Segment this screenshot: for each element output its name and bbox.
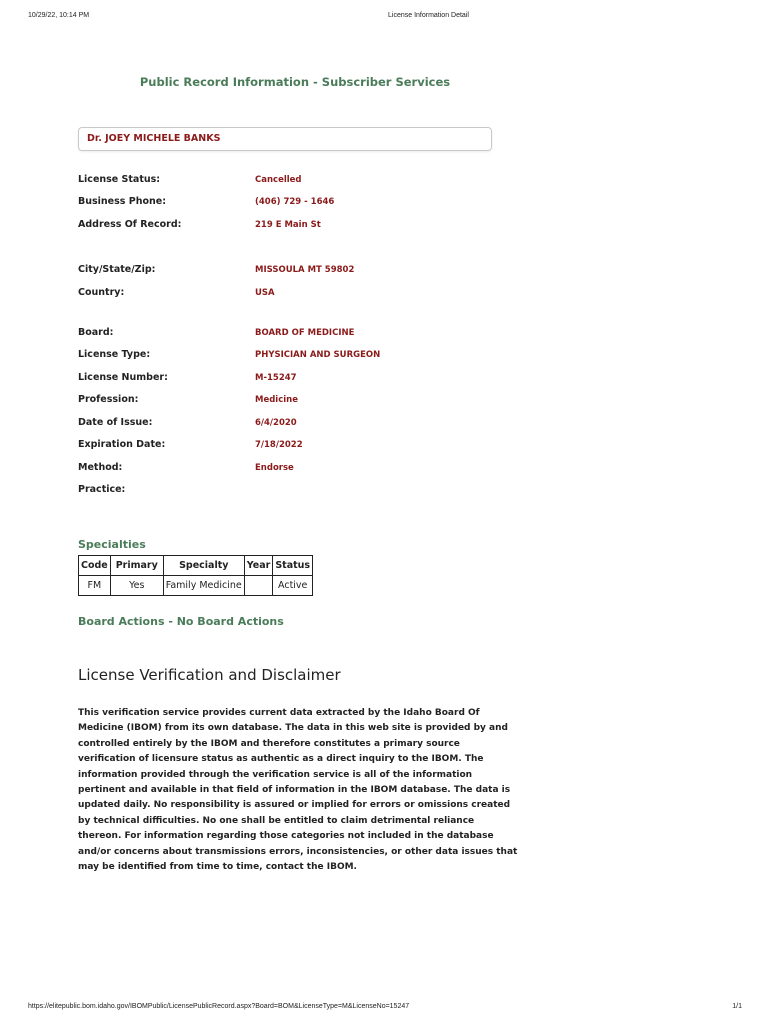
specialties-heading: Specialties — [78, 538, 146, 551]
field-date-of-issue — [78, 417, 578, 431]
cell-specialty: Family Medicine — [163, 576, 244, 596]
field-label: License Type: — [78, 349, 151, 360]
field-label: Expiration Date: — [78, 439, 166, 450]
cell-year — [244, 576, 273, 596]
field-method — [78, 462, 578, 476]
field-license-type — [78, 349, 578, 363]
col-header-year: Year — [244, 556, 273, 576]
field-license-status — [78, 174, 578, 188]
licensee-name-panel — [78, 127, 492, 151]
field-label: Method: — [78, 462, 123, 473]
field-value: 6/4/2020 — [255, 418, 297, 428]
field-label: Date of Issue: — [78, 417, 153, 428]
field-value: 7/18/2022 — [255, 440, 303, 450]
field-profession — [78, 394, 578, 408]
specialties-table — [78, 555, 313, 596]
board-actions-heading: Board Actions - No Board Actions — [78, 615, 284, 628]
table-row — [79, 576, 313, 596]
field-value: BOARD OF MEDICINE — [255, 328, 355, 338]
field-value: Medicine — [255, 395, 298, 405]
field-label: License Status: — [78, 174, 161, 185]
field-practice — [78, 484, 578, 498]
field-value: M-15247 — [255, 373, 297, 383]
field-label: City/State/Zip: — [78, 264, 156, 275]
field-value: USA — [255, 288, 275, 298]
verification-heading: License Verification and Disclaimer — [78, 666, 341, 684]
print-page-number: 1/1 — [732, 1003, 742, 1010]
field-label: Address Of Record: — [78, 219, 182, 230]
field-expiration-date — [78, 439, 578, 453]
cell-primary: Yes — [110, 576, 163, 596]
col-header-status: Status — [273, 556, 313, 576]
print-datetime: 10/29/22, 10:14 PM — [28, 12, 90, 19]
field-label: Business Phone: — [78, 196, 166, 207]
col-header-primary: Primary — [110, 556, 163, 576]
col-header-code: Code — [79, 556, 111, 576]
field-value: Cancelled — [255, 175, 302, 185]
field-address — [78, 219, 578, 233]
licensee-name: Dr. JOEY MICHELE BANKS — [87, 133, 221, 144]
field-value: 219 E Main St — [255, 220, 321, 230]
field-country — [78, 287, 578, 301]
disclaimer-text: This verification service provides current data extracted by the Idaho Board Of Medicine (IBOM) from its own database. The data in this web site is provided by and controlled entirely by the IBOM and therefore constitutes a primary source verification of licensure status as authentic as a direct inquiry to the IBOM. The information provided through the verification service is all of the information pertinent and available in that field of information in the IBOM database. The data is updated daily. No responsibility is assured or implied for errors or omissions created by technical difficulties. No one shall be entitled to claim detrimental reliance thereon. For information regarding those categories not included in the database and/or concerns about transmissions errors, inconsistencies, or other data issues that may be identified from time to time, contact the IBOM. — [78, 708, 518, 873]
field-business-phone — [78, 196, 578, 210]
field-label: Practice: — [78, 484, 126, 495]
field-label: Board: — [78, 327, 114, 338]
page-subtitle: Public Record Information - Subscriber Services — [139, 75, 451, 89]
print-url: https://elitepublic.bom.idaho.gov/IBOMPublic/LicensePublicRecord.aspx?Board=BOM&LicenseType=M&LicenseNo=15247 — [28, 1003, 410, 1010]
field-city-state-zip — [78, 264, 578, 278]
col-header-specialty: Specialty — [163, 556, 244, 576]
cell-status: Active — [273, 576, 313, 596]
table-header-row — [79, 556, 313, 576]
field-license-number — [78, 372, 578, 386]
field-board — [78, 327, 578, 341]
field-value: (406) 729 - 1646 — [255, 197, 335, 207]
field-value: Endorse — [255, 463, 294, 473]
cell-code: FM — [79, 576, 111, 596]
field-label: Profession: — [78, 394, 139, 405]
field-label: Country: — [78, 287, 125, 298]
field-value: PHYSICIAN AND SURGEON — [255, 350, 381, 360]
print-page-title: License Information Detail — [388, 12, 469, 19]
field-label: License Number: — [78, 372, 168, 383]
field-value: MISSOULA MT 59802 — [255, 265, 355, 275]
